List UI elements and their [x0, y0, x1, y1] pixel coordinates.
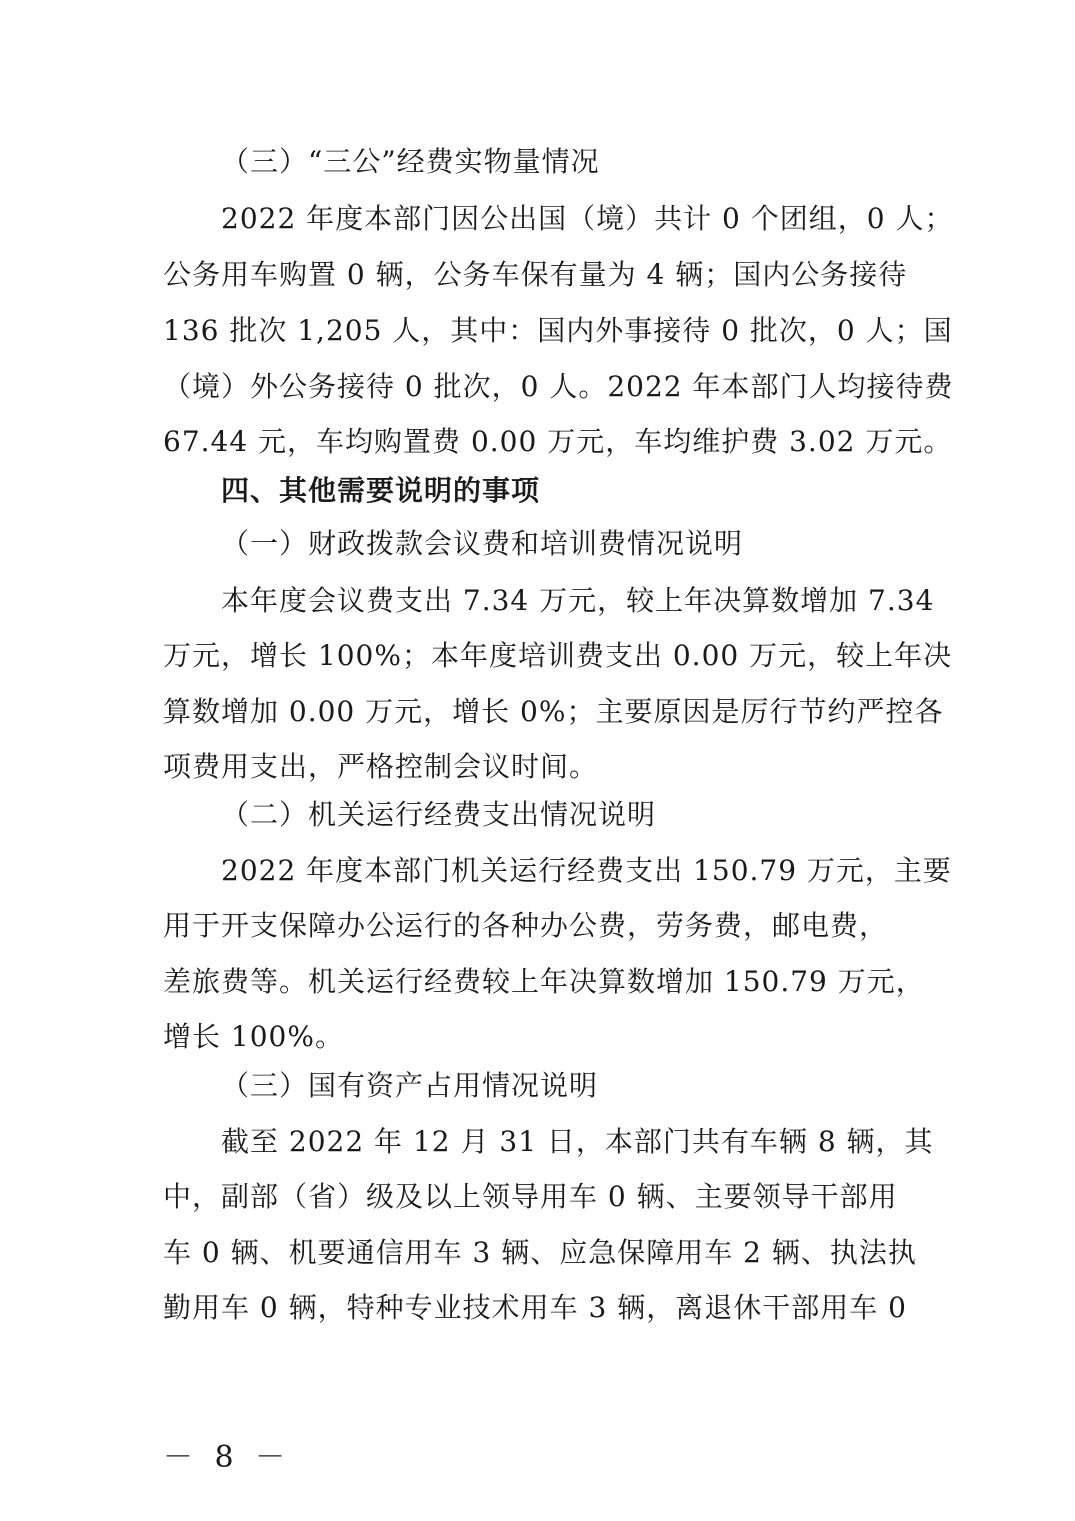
paragraph-line: 项费用支出，严格控制会议时间。 [163, 750, 599, 783]
paragraph-line: 本年度会议费支出 7.34 万元，较上年决算数增加 7.34 [221, 584, 935, 617]
paragraph-line: 67.44 元，车均购置费 0.00 万元，车均维护费 3.02 万元。 [163, 425, 953, 458]
paragraph-line: 2022 年度本部门因公出国（境）共计 0 个团组，0 人； [221, 202, 954, 235]
section-heading-other-matters: 四、其他需要说明的事项 [221, 474, 541, 507]
paragraph-line: 勤用车 0 辆，特种专业技术用车 3 辆，离退休干部用车 0 [163, 1291, 907, 1324]
paragraph-line: 万元，增长 100%；本年度培训费支出 0.00 万元，较上年决 [163, 639, 953, 672]
paragraph-line: 算数增加 0.00 万元，增长 0%；主要原因是厉行节约严控各 [163, 695, 944, 728]
paragraph-line: 中，副部（省）级及以上领导用车 0 辆、主要领导干部用 [163, 1180, 898, 1213]
paragraph-line: 差旅费等。机关运行经费较上年决算数增加 150.79 万元， [163, 965, 925, 998]
subsection-heading-state-assets: （三）国有资产占用情况说明 [221, 1069, 599, 1102]
subsection-heading-operating-expenses: （二）机关运行经费支出情况说明 [221, 798, 657, 831]
page-number: － 8 － [163, 1440, 292, 1475]
paragraph-line: 公务用车购置 0 辆，公务车保有量为 4 辆；国内公务接待 [163, 258, 908, 291]
paragraph-line: 用于开支保障办公运行的各种办公费，劳务费，邮电费， [163, 909, 889, 942]
paragraph-line: 车 0 辆、机要通信用车 3 辆、应急保障用车 2 辆、执法执 [163, 1236, 917, 1269]
paragraph-line: 增长 100%。 [163, 1020, 344, 1053]
paragraph-line: 136 批次 1,205 人，其中：国内外事接待 0 批次，0 人；国 [163, 314, 953, 347]
paragraph-line: 2022 年度本部门机关运行经费支出 150.79 万元，主要 [221, 854, 952, 887]
paragraph-line: （境）外公务接待 0 批次，0 人。2022 年本部门人均接待费 [163, 370, 954, 403]
subsection-heading-meeting-training: （一）财政拨款会议费和培训费情况说明 [221, 527, 744, 560]
paragraph-line: 截至 2022 年 12 月 31 日，本部门共有车辆 8 辆，其 [221, 1125, 934, 1158]
section-heading-sangong-quantity: （三）“三公”经费实物量情况 [221, 145, 600, 178]
